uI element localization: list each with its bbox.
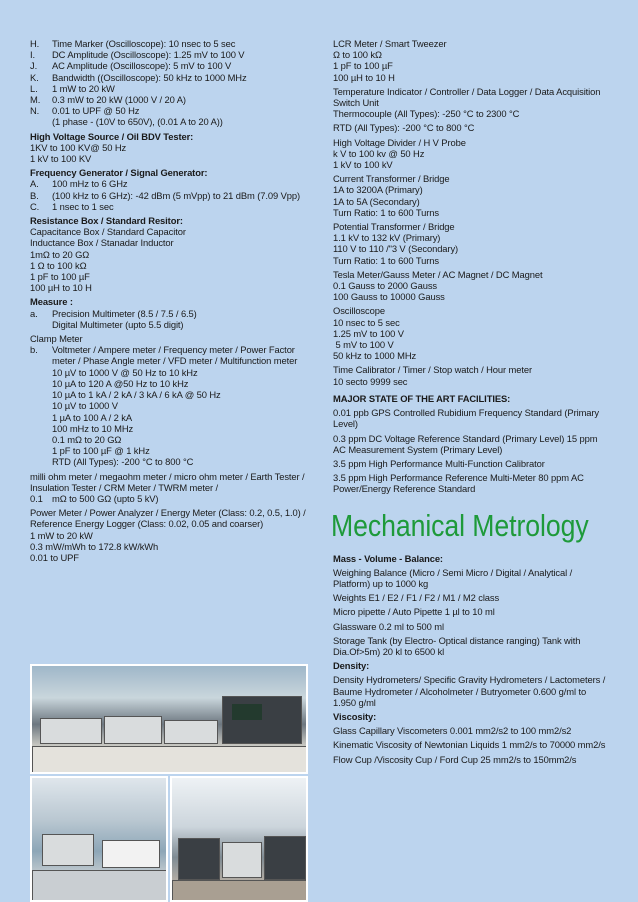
list-item: B. (100 kHz to 6 GHz): -42 dBm (5 mVpp) to 21 dBm (7.09 Vpp) [30, 189, 301, 201]
tesla-line: Tesla Meter/Gauss Meter / AC Magnet / DC Magnet [333, 268, 543, 280]
res-line: 1mΩ to 20 GΩ [30, 248, 90, 260]
list-item: 0.01 ppb GPS Controlled Rubidium Frequency Standard (Primary Level) [333, 407, 600, 430]
osc-line: 1.25 mV to 100 V [333, 327, 404, 339]
temp-text: Temperature Indicator / Controller / Data Logger / Data Acquisition Switch Unit [333, 85, 601, 109]
list-item: A. 100 mHz to 6 GHz [30, 178, 128, 190]
list-item: N. 0.01 to UPF @ 50 Hz [30, 105, 140, 117]
phase-note: (1 phase - (10V to 650V), (0.01 A to 20 A)) [52, 116, 223, 128]
list-item: C. 1 nsec to 1 sec [30, 200, 114, 212]
res-line: 1 Ω to 100 kΩ [30, 259, 87, 271]
power-line: 0.01 to UPF [30, 551, 79, 563]
osc-line: 10 nsec to 5 sec [333, 316, 400, 328]
lcr-lines [333, 38, 609, 83]
milli-ohm-text: milli ohm meter / megaohm meter / micro ohm meter / Earth Tester / Insulation Tester / CRM Meter / TWRM meter / [30, 470, 305, 493]
list-item: L. 1 mW to 20 kW [30, 82, 115, 94]
viscosity-heading: Viscosity: [333, 710, 377, 722]
list-item: Weighing Balance (Micro / Semi Micro / Digital / Analytical / Platform) up to 1000 kg [333, 566, 573, 589]
pt-lines [333, 221, 609, 266]
pt-line: Turn Ratio: 1 to 600 Turns [333, 254, 439, 266]
measure-b-line: 100 mHz to 10 MHz [52, 422, 134, 434]
measure-a: a. Precision Multimeter (8.5 / 7.5 / 6.5) Digital Multimeter (upto 5.5 digit) [30, 308, 306, 330]
milli-ohm-range: 0.1 mΩ to 500 GΩ (upto 5 kV) [30, 492, 159, 504]
lab-photo-instruments [30, 664, 308, 774]
density-text: Density Hydrometers/ Specific Gravity Hydrometers / Lactometers / Baume Hydrometer / Alcoholmeter / Butryometer 0.600 g/ml to 1.950 g/ml [333, 674, 606, 708]
thermocouple-line: Thermocouple (All Types): -250 °C to 2300 °C [333, 108, 520, 120]
measure-a-line: Digital Multimeter (upto 5.5 digit) [52, 318, 184, 330]
pt-line: 110 V to 110 /"3 V (Secondary) [333, 243, 459, 255]
hv-lines [30, 142, 306, 164]
resistance-lines [30, 226, 306, 293]
ct-lines [333, 173, 609, 218]
oscilloscope-items [30, 38, 306, 128]
list-item: Glass Capillary Viscometers 0.001 mm2/s2 to 100 mm2/s2 [333, 725, 572, 737]
list-item: Micro pipette / Auto Pipette 1 µl to 10 ml [333, 606, 495, 618]
list-item: J. AC Amplitude (Oscilloscope): 5 mV to 100 V [30, 60, 232, 72]
lcr-line: 1 pF to 100 µF [333, 60, 393, 72]
power-line: 0.3 mW/mWh to 172.8 kW/kWh [30, 540, 159, 552]
lab-photo-bench [30, 776, 168, 902]
hv-divider-line: 1 kV to 100 kV [333, 159, 393, 171]
res-line: Capacitance Box / Standard Capacitor [30, 226, 186, 238]
freq-heading: Frequency Generator / Signal Generator: [30, 167, 208, 179]
pt-line: Potential Transformer / Bridge [333, 221, 455, 233]
hv-divider-line: k V to 100 kv @ 50 Hz [333, 147, 425, 159]
list-item: M. 0.3 mW to 20 kW (1000 V / 20 A) [30, 94, 186, 106]
osc-line: 50 kHz to 1000 MHz [333, 350, 417, 362]
hv-line: 1KV to 100 KV@ 50 Hz [30, 141, 127, 153]
left-column [30, 38, 306, 563]
list-item: Glassware 0.2 ml to 500 ml [333, 620, 444, 632]
list-item: 3.5 ppm High Performance Multi-Function Calibrator [333, 457, 545, 469]
list-item: 0.3 ppm DC Voltage Reference Standard (Primary Level) 15 ppm AC Measurement System (Primary Level) [333, 432, 598, 455]
hv-line: 1 kV to 100 KV [30, 153, 92, 165]
time-line: 10 secto 9999 sec [333, 375, 408, 387]
hv-heading: High Voltage Source / Oil BDV Tester: [30, 130, 194, 142]
clamp-meter: Clamp Meter [30, 333, 83, 345]
list-item: Flow Cup /Viscosity Cup / Ford Cup 25 mm2/s to 150mm2/s [333, 753, 577, 765]
lcr-line: 100 µH to 10 H [333, 71, 395, 83]
viscosity-items [333, 725, 609, 765]
mass-items [333, 567, 609, 657]
res-line: 1 pF to 100 µF [30, 271, 90, 283]
time-lines [333, 364, 609, 386]
osc-line: 5 mV to 100 V [333, 339, 394, 351]
lab-photo-calibrators [170, 776, 308, 902]
lcr-line: Ω to 100 kΩ [333, 49, 382, 61]
list-item: I. DC Amplitude (Oscilloscope): 1.25 mV to 100 V [30, 49, 245, 61]
ct-line: Current Transformer / Bridge [333, 173, 450, 185]
hv-divider-line: High Voltage Divider / H V Probe [333, 136, 466, 148]
measure-heading: Measure : [30, 296, 73, 308]
list-item: Weights E1 / E2 / F1 / F2 / M1 / M2 class [333, 592, 500, 604]
list-item: H. Time Marker (Oscilloscope): 10 nsec to 5 sec [30, 38, 236, 49]
ct-line: Turn Ratio: 1 to 600 Turns [333, 206, 439, 218]
measure-a-line: Precision Multimeter (8.5 / 7.5 / 6.5) [52, 307, 197, 319]
measure-b-line: 10 µV to 1000 V [52, 400, 118, 412]
measure-b-text: Voltmeter / Ampere meter / Frequency meter / Power Factor meter / Phase Angle meter / VFD meter / Multifunction meter [52, 344, 298, 367]
density-heading: Density: [333, 660, 370, 672]
tesla-line: 100 Gauss to 10000 Gauss [333, 291, 445, 303]
mass-heading: Mass - Volume - Balance: [333, 552, 443, 564]
ct-line: 1A to 3200A (Primary) [333, 184, 423, 196]
measure-b: b. Voltmeter / Ampere meter / Frequency meter / Power Factor meter / Phase Angle meter / VFD meter / Multifunction meter 10 µV to 1000 V @ 50 Hz to 10 kHz 10 µA to 120 A @50 Hz to 10 kHz 10 µA to 1 kA / 2 kA / 3 kA / 6 kA @ 50 Hz 10 µV to 1000 V 1 µA to 100 A / 2 kA 100 mHz to 10 MHz 0.1 mΩ to 20 GΩ 1 pF to 100 µF @ 1 kHz RTD (All Types): -200 °C to 800 °C [30, 344, 306, 467]
list-item: 3.5 ppm High Performance Reference Multi-Meter 80 ppm AC Power/Energy Reference Standard [333, 472, 584, 495]
tesla-lines [333, 269, 609, 303]
list-item: Storage Tank (by Electro- Optical distance ranging) Tank with Dia.Of>5m) 20 kl to 6500 kl [333, 634, 581, 657]
ct-line: 1A to 5A (Secondary) [333, 195, 420, 207]
right-column [333, 38, 609, 765]
tesla-line: 0.1 Gauss to 2000 Gauss [333, 280, 438, 292]
res-line: 100 µH to 10 H [30, 282, 92, 294]
power-line: 1 mW to 20 kW [30, 529, 93, 541]
major-items [333, 407, 609, 494]
measure-b-line: RTD (All Types): -200 °C to 800 °C [52, 456, 194, 468]
list-item: Kinematic Viscosity of Newtonian Liquids 1 mm2/s to 70000 mm2/s [333, 739, 606, 751]
measure-b-line: 10 µA to 1 kA / 2 kA / 3 kA / 6 kA @ 50 Hz [52, 389, 221, 401]
pt-line: 1.1 kV to 132 kV (Primary) [333, 232, 441, 244]
measure-b-line: 1 µA to 100 A / 2 kA [52, 411, 133, 423]
lab-photos [30, 664, 308, 902]
hv-divider-lines [333, 137, 609, 171]
resistance-heading: Resistance Box / Standard Resitor: [30, 215, 183, 227]
measure-b-line: 10 µV to 1000 V @ 50 Hz to 10 kHz [52, 366, 198, 378]
list-item: K. Bandwidth ((Oscilloscope): 50 kHz to 1000 MHz [30, 71, 247, 83]
power-meter-text: Power Meter / Power Analyzer / Energy Meter (Class: 0.2, 0.5, 1.0) / Reference Energy Logger (Class: 0.02, 0.05 and coarser) [30, 507, 306, 530]
measure-b-line: 0.1 mΩ to 20 GΩ [52, 433, 122, 445]
section-title: Mechanical Metrology [331, 507, 589, 543]
rtd-line: RTD (All Types): -200 °C to 800 °C [333, 122, 475, 134]
measure-b-line: 10 µA to 120 A @50 Hz to 10 kHz [52, 377, 189, 389]
osc-line: Oscilloscope [333, 305, 385, 317]
lcr-line: LCR Meter / Smart Tweezer [333, 38, 447, 49]
major-heading: MAJOR STATE OF THE ART FACILITIES: [333, 392, 511, 404]
time-line: Time Calibrator / Timer / Stop watch / Hour meter [333, 364, 532, 376]
osc-lines [333, 305, 609, 361]
measure-b-line: 1 pF to 100 µF @ 1 kHz [52, 445, 150, 457]
freq-items [30, 178, 306, 212]
res-line: Inductance Box / Stanadar Inductor [30, 237, 174, 249]
